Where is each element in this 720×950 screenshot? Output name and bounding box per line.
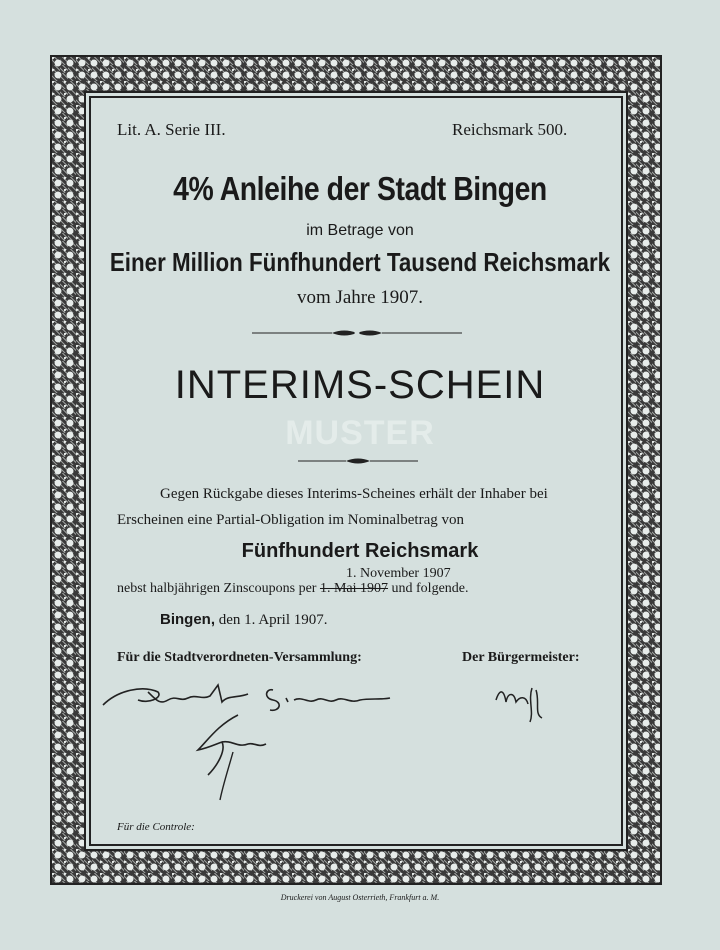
lit-serie-label: Lit. A. Serie III. xyxy=(117,120,226,139)
nominal-sum: Fünfhundert Reichsmark xyxy=(241,540,479,562)
controle-label: Für die Controle: xyxy=(117,821,195,833)
title-subline: im Betrage von xyxy=(306,222,414,239)
printer-imprint: Druckerei von August Osterrieth, Frankfurt a. M. xyxy=(280,893,440,902)
denomination-label: Reichsmark 500. xyxy=(452,120,568,139)
council-signature-label: Für die Stadtverordneten-Versammlung: xyxy=(117,650,362,665)
bond-title: 4% Anleihe der Stadt Bingen xyxy=(173,170,547,207)
date-correction: 1. November 1907 xyxy=(346,566,451,581)
loan-amount: Einer Million Fünfhundert Tausend Reichsmark xyxy=(109,247,611,277)
divider-ornament-small xyxy=(298,457,418,465)
loan-year: vom Jahre 1907. xyxy=(296,287,424,308)
coupon-prefix: nebst halbjährigen Zinscoupons per xyxy=(117,581,317,596)
document-type-heading: INTERIMS-SCHEIN xyxy=(174,363,546,407)
struck-date: 1. Mai 1907 xyxy=(319,581,389,596)
place-date xyxy=(160,611,328,629)
place-name: Bingen, xyxy=(160,611,215,628)
divider-ornament xyxy=(252,329,462,337)
council-handwritten-signatures xyxy=(98,670,398,810)
body-text-line1: Gegen Rückgabe dieses Interims-Scheines erhält der Inhaber bei xyxy=(160,486,548,502)
body-text-line3 xyxy=(117,581,469,597)
issue-date: den 1. April 1907. xyxy=(218,612,328,628)
coupon-suffix: und folgende. xyxy=(391,581,469,596)
mayor-handwritten-signature xyxy=(488,678,558,728)
mayor-signature-label: Der Bürgermeister: xyxy=(462,650,580,665)
muster-watermark: MUSTER xyxy=(285,414,435,452)
body-text-line2: Erscheinen eine Partial-Obligation im Nominalbetrag von xyxy=(117,512,464,528)
